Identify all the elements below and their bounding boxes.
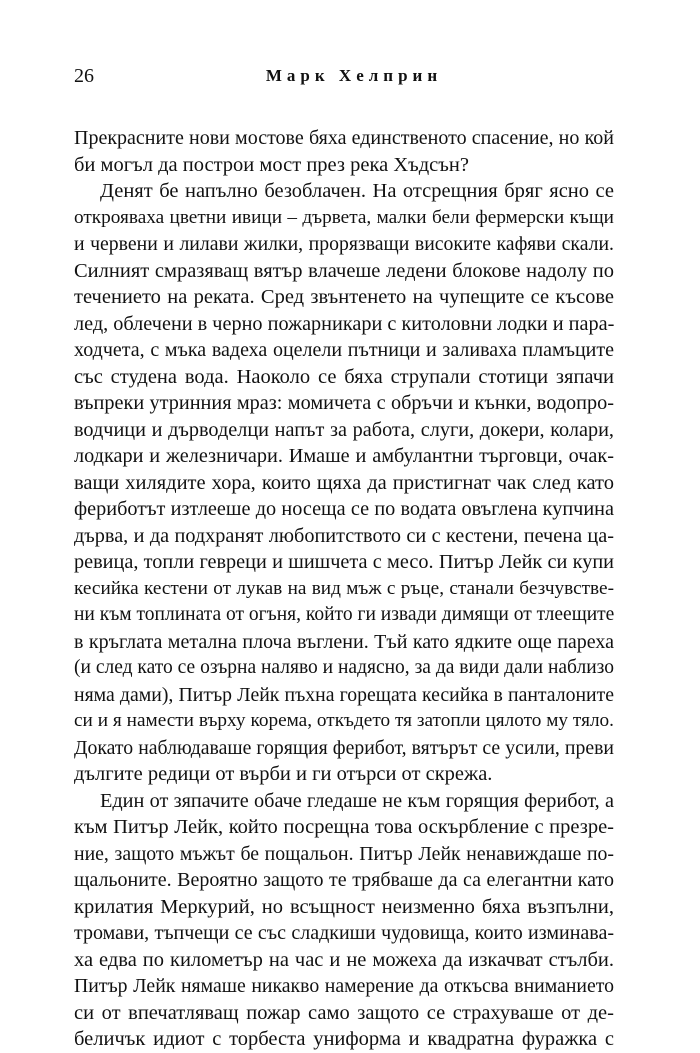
text-line: ние, защото мъжът бе пощальон. Питър Лейк ненавиждаше по-: [74, 842, 614, 865]
text-line: открояваха цветни ивици – дървета, малки бели фермерски къщи: [74, 206, 614, 228]
text-line: кесийка кестени от лукав на вид мъж с ръце, станали безчувстве-: [74, 577, 614, 599]
text-line: лед, облечени в черно пожарникари с китоловни лодки и пара-: [74, 312, 614, 335]
page-number: 26: [74, 65, 94, 87]
text-line: би могъл да построи мост през река Хъдсън?: [74, 153, 469, 176]
text-line: въпреки утринния мраз: момичета с обръчи и кънки, водопро-: [74, 392, 614, 414]
text-line: Прекрасните нови мостове бяха единственото спасение, но кой: [74, 127, 614, 149]
text-line: дългите редици от върби и ги отърси от скрежа.: [74, 763, 493, 785]
text-line: ревица, топли гевреци и шишчета с месо. Питър Лейк си купи: [74, 551, 614, 573]
text-line: Докато наблюдаваше горящия ферибот, вятърът се усили, преви: [74, 736, 614, 759]
body-text: [74, 125, 614, 1053]
text-line: Денят бе напълно безоблачен. На отсрещния бряг ясно се: [100, 180, 614, 202]
text-line: и червени и лилави жилки, прорязващи високите кафяви скали.: [74, 233, 614, 255]
text-line: тромави, тъпчещи се със сладкиши чудовища, които изминава-: [74, 922, 614, 944]
text-line: в кръглата метална плоча въглени. Тъй като ядките още пареха: [74, 630, 614, 653]
text-line: водчици и дърводелци напът за работа, слуги, докери, колари,: [74, 418, 614, 441]
page-header: [74, 62, 614, 90]
text-line: ходчета, с мъка вадеха оцелели пътници и заливаха пламъците: [74, 339, 614, 361]
text-line: щальоните. Вероятно защото те трябваше да са елегантни като: [74, 869, 614, 891]
text-line: си от впечатляващ пожар само защото се страхуваше от де-: [74, 1001, 614, 1024]
text-line: към Питър Лейк, който посрещна това оскърбление с презре-: [74, 816, 614, 838]
text-line: със студена вода. Наоколо се бяха струпали стотици зяпачи: [74, 365, 614, 388]
text-line: течението на реката. Сред звънтенето на чупещите се късове: [74, 286, 614, 308]
text-line: ха едва по километър на час и не можеха да изкачват стълби.: [74, 948, 614, 971]
text-line: беличък идиот с торбеста униформа и квадратна фуражка с: [74, 1028, 614, 1050]
text-line: Питър Лейк нямаше никакво намерение да откъсва вниманието: [74, 975, 614, 997]
text-line: ни към топлината от огъня, който ги извади димящи от тлеещите: [74, 604, 614, 625]
text-line: (и след като се озърна наляво и надясно, за да види дали наблизо: [74, 657, 614, 678]
text-line: си и я намести върху корема, откъдето тя затопли цялото му тяло.: [74, 710, 614, 731]
running-head-author: Марк Хелприн: [265, 66, 443, 85]
text-line: ващи хилядите хора, които щяха да пристигнат чак след като: [74, 471, 614, 494]
text-line: лодкари и железничари. Имаше и амбулантни търговци, очак-: [74, 445, 614, 467]
text-line: фериботът изтлееше до носеща се по водата овъглена купчина: [74, 498, 614, 520]
text-line: няма дами), Питър Лейк пъхна горещата кесийка в панталоните: [74, 683, 614, 706]
text-line: Един от зяпачите обаче гледаше не към горящия ферибот, а: [100, 789, 614, 812]
text-line: крилатия Меркурий, но всъщност неизменно бяха възпълни,: [74, 895, 614, 918]
text-line: дърва, и да подхранят любопитството си с кестени, печена ца-: [74, 524, 614, 547]
text-line: Силният смразяващ вятър влачеше ледени блокове надолу по: [74, 259, 614, 282]
